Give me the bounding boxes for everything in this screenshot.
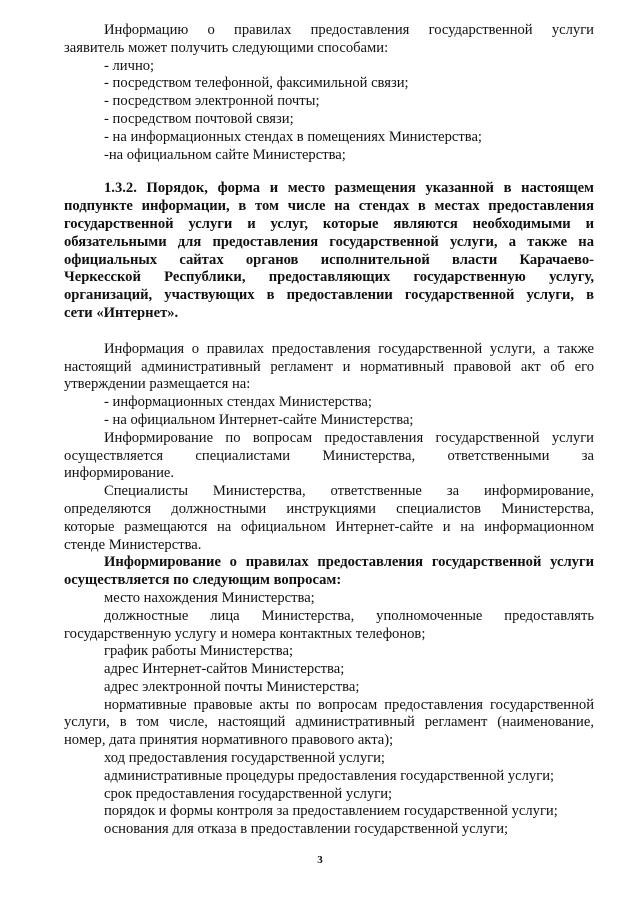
heading-line: сети «Интернет».: [64, 304, 179, 321]
questions-list: [64, 590, 594, 839]
text-line: Информирование по вопросам предоставления государственной услуги: [104, 429, 594, 446]
text-line: определяются должностными инструкциями специалистов Министерства,: [64, 500, 594, 517]
list-item: нормативные правовые акты по вопросам предоставления государственной: [104, 696, 594, 713]
heading-line: подпункте информации, в том числе на стендах в местах предоставления: [64, 198, 594, 215]
list-item: срок предоставления государственной услуги;: [104, 785, 393, 802]
heading-line: официальных сайтах органов исполнительной власти Карачаево-: [64, 251, 594, 268]
text-line: стенде Министерства.: [64, 536, 202, 553]
list-item: место нахождения Министерства;: [104, 589, 315, 606]
heading-line: обязательными для предоставления государственной услуги, а также на: [64, 233, 594, 250]
section-heading: [64, 180, 594, 322]
list-item: порядок и формы контроля за предоставлением государственной услуги;: [104, 803, 558, 820]
heading-line: Черкесской Республики, предоставляющих государственную услугу,: [64, 269, 594, 286]
text-line: осуществляется специалистами Министерства, ответственными за: [64, 447, 594, 464]
list-item: - на официальном Интернет-сайте Министерства;: [104, 411, 414, 428]
text-line: Информирование о правилах предоставления государственной услуги: [104, 554, 594, 571]
spacer: [64, 323, 594, 341]
text-line: которые размещаются на официальном Интернет-сайте и на информационном: [64, 518, 594, 535]
informing-paragraph: [64, 430, 594, 483]
text-line: информирование.: [64, 465, 175, 482]
text-line: Информацию о правилах предоставления государственной услуги: [104, 22, 594, 38]
list-item: -на официальном сайте Министерства;: [104, 146, 346, 163]
text-line: заявитель может получить следующими способами:: [64, 39, 389, 56]
heading-line: 1.3.2. Порядок, форма и место размещения указанной в настоящем: [104, 180, 594, 197]
list-item: - посредством электронной почты;: [104, 93, 320, 110]
list-item: адрес Интернет-сайтов Министерства;: [104, 661, 345, 678]
text-line: Информация о правилах предоставления государственной услуги, а также: [104, 340, 594, 357]
list-item: должностные лица Министерства, уполномоченные предоставлять: [104, 607, 594, 624]
text-line: Специалисты Министерства, ответственные за информирование,: [104, 483, 594, 500]
list-item: график работы Министерства;: [104, 643, 294, 660]
list-item: основания для отказа в предоставлении государственной услуги;: [104, 821, 509, 838]
list-item: - лично;: [104, 57, 155, 74]
placement-paragraph: [64, 341, 594, 430]
list-item-continuation: услуги, в том числе, настоящий административный регламент (наименование,: [64, 714, 594, 731]
list-item: - на информационных стендах в помещениях Министерства;: [104, 128, 482, 145]
heading-line: государственной услуги и услуг, которые являются необходимыми и: [64, 215, 594, 232]
text-line: осуществляется по следующим вопросам:: [64, 572, 342, 589]
list-item: - посредством телефонной, факсимильной связи;: [104, 75, 409, 92]
list-item: - посредством почтовой связи;: [104, 110, 294, 127]
heading-line: организаций, участвующих в предоставлении государственной услуги, в: [64, 287, 594, 304]
list-item: - информационных стендах Министерства;: [104, 394, 372, 411]
list-item-continuation: государственную услугу и номера контактных телефонов;: [64, 625, 426, 642]
page-number: 3: [317, 854, 323, 866]
document-body: [64, 22, 594, 839]
questions-heading: [64, 554, 594, 590]
list-item-continuation: номер, дата принятия нормативного правового акта);: [64, 732, 394, 749]
intro-paragraph: [64, 22, 594, 164]
text-line: настоящий административный регламент и нормативный правовой акт об его: [64, 358, 594, 375]
spacer: [64, 164, 594, 180]
list-item: ход предоставления государственной услуги;: [104, 750, 385, 767]
list-item: адрес электронной почты Министерства;: [104, 678, 360, 695]
list-item: административные процедуры предоставления государственной услуги;: [104, 767, 555, 784]
specialists-paragraph: [64, 483, 594, 554]
text-line: утверждении размещается на:: [64, 376, 251, 393]
